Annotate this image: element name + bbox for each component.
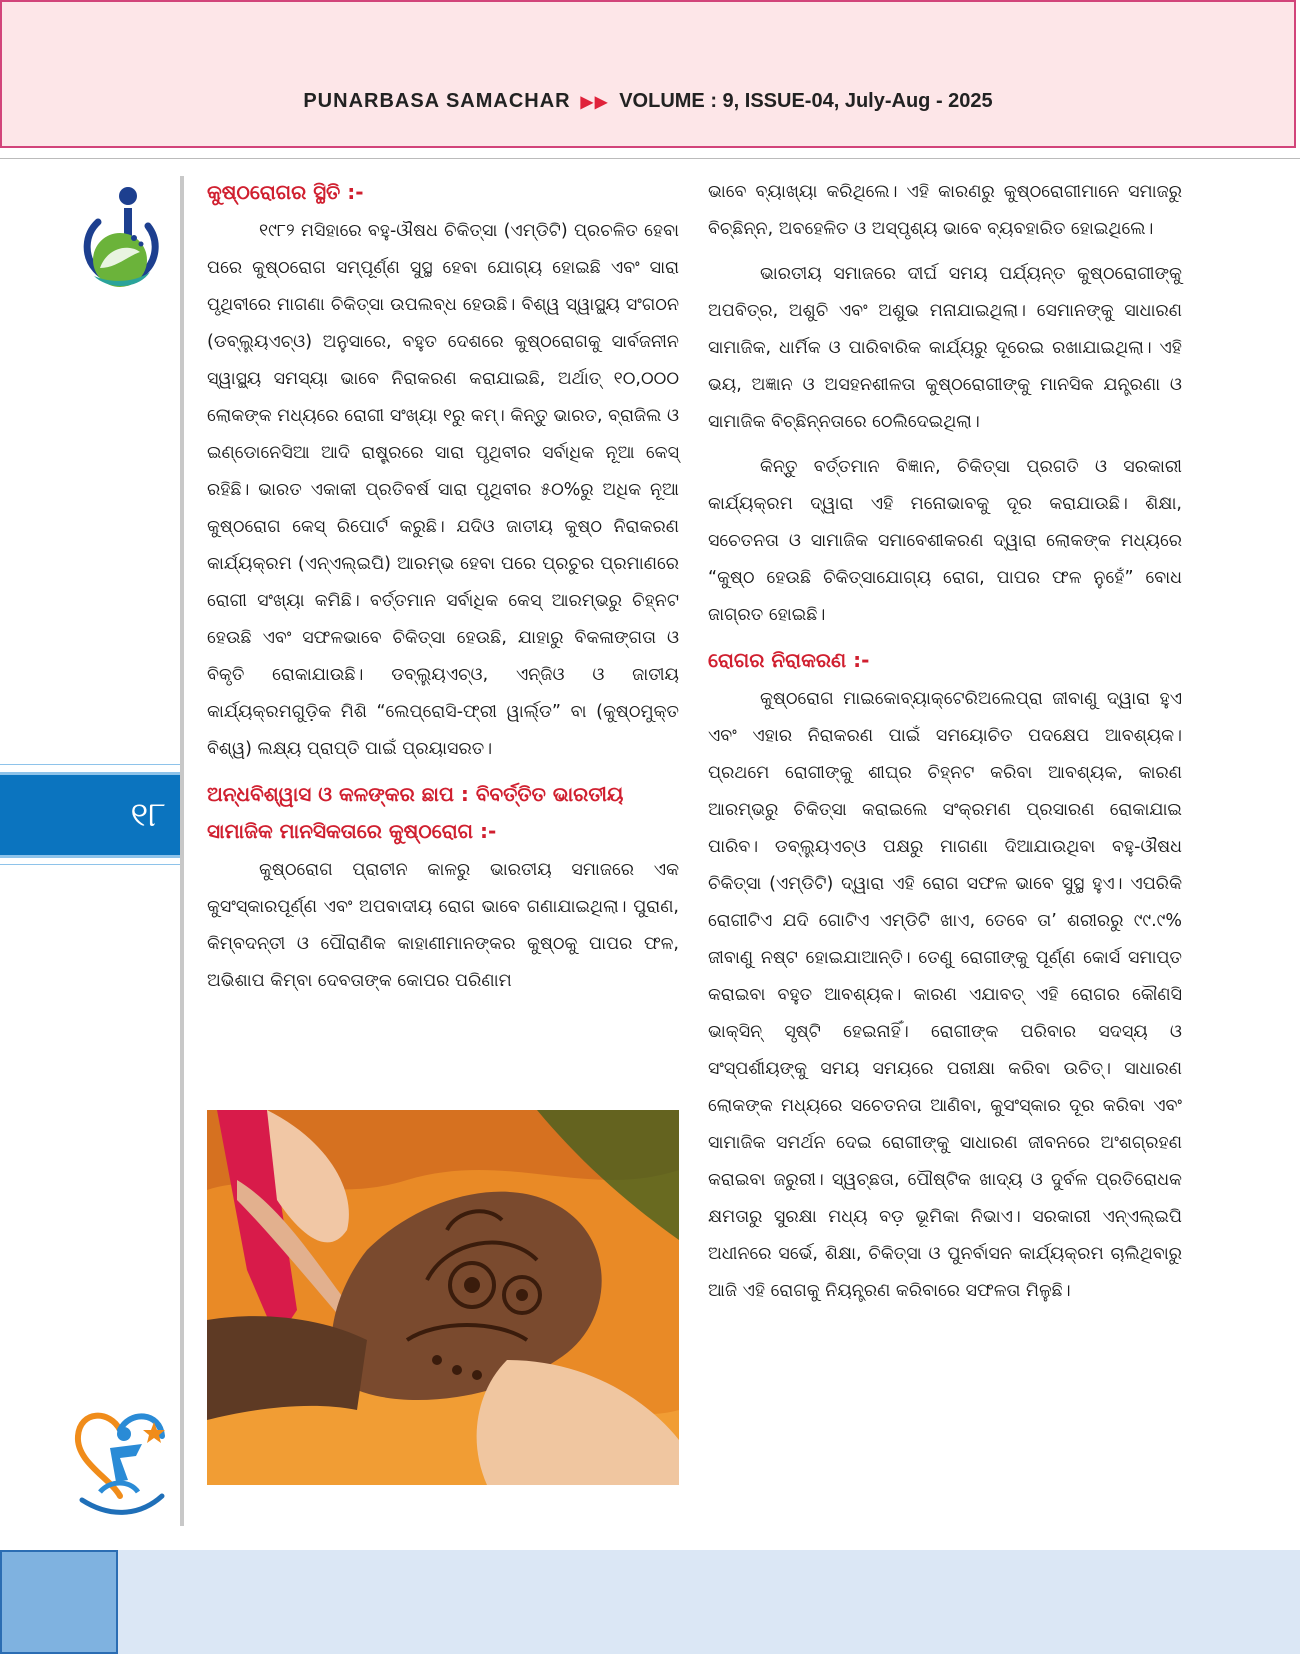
left-column: [207, 174, 679, 1008]
wheelchair-leaf-logo-icon: [78, 186, 168, 298]
header-divider: [0, 158, 1300, 159]
sidebar-divider: [180, 176, 184, 1526]
paragraph-stigma-continued: ଭାବେ ବ୍ୟାଖ୍ୟା କରିଥିଲେ। ଏହି କାରଣରୁ କୁଷ୍ଠରୋଗୀମାନେ ସମାଜରୁ ବିଚ୍ଛିନ୍ନ, ଅବହେଳିତ ଓ ଅସ୍ପୃଶ୍ୟ ଭାବେ ବ୍ୟବହାରିତ ହୋଇଥିଲେ।: [708, 182, 1182, 239]
page-tab-rule: [0, 864, 180, 865]
paragraph-society: ଭାରତୀୟ ସମାଜରେ ଦୀର୍ଘ ସମୟ ପର୍ଯ୍ୟନ୍ତ କୁଷ୍ଠରୋଗୀଙ୍କୁ ଅପବିତ୍ର, ଅଶୁଚି ଏବଂ ଅଶୁଭ ମନାଯାଇଥିଲା। ସେମାନଙ୍କୁ ସାଧାରଣ ସାମାଜିକ, ଧାର୍ମିକ ଓ ପାରିବାରିକ କାର୍ଯ୍ୟରୁ ଦୂରେଇ ରଖାଯାଇଥିଲା। ଏହି ଭୟ, ଅଜ୍ଞାନ ଓ ଅସହନଶୀଳତା କୁଷ୍ଠରୋଗୀଙ୍କୁ ମାନସିକ ଯନ୍ତ୍ରଣା ଓ ସାମାଜିକ ବିଚ୍ଛିନ୍ନତାରେ ଠେଲିଦେଇଥିଲା।: [708, 264, 1182, 432]
footer-corner-block: [0, 1550, 118, 1654]
page-header: [0, 0, 1296, 148]
paragraph-stigma: କୁଷ୍ଠରୋଗ ପ୍ରାଚୀନ କାଳରୁ ଭାରତୀୟ ସମାଜରେ ଏକ କୁସଂସ୍କାରପୂର୍ଣ୍ଣ ଏବଂ ଅପବାଦୀୟ ରୋଗ ଭାବେ ଗଣାଯାଇଥିଲା। ପୁରାଣ, କିମ୍ବଦନ୍ତୀ ଓ ପୌରାଣିକ କାହାଣୀମାନଙ୍କର କୁଷ୍ଠକୁ ପାପର ଫଳ, ଅଭିଶାପ କିମ୍ବା ଦେବତାଙ୍କ କୋପର ପରିଣାମ: [207, 860, 679, 991]
paragraph-status: ୧୯୮୨ ମସିହାରେ ବହୁ-ଔଷଧ ଚିକିତ୍ସା (ଏମ୍‌ଡିଟି) ପ୍ରଚଳିତ ହେବା ପରେ କୁଷ୍ଠରୋଗ ସମ୍ପୂର୍ଣ୍ଣ ସୁସ୍ଥ ହେବା ଯୋଗ୍ୟ ହୋଇଛି ଏବଂ ସାରା ପୃଥିବୀରେ ମାଗଣା ଚିକିତ୍ସା ଉପଲବ୍ଧ ହେଉଛି। ବିଶ୍ୱ ସ୍ୱାସ୍ଥ୍ୟ ସଂଗଠନ (ଡବ୍ଲ୍ୟୁଏଚ୍‌ଓ) ଅନୁସାରେ, ବହୁତ ଦେଶରେ କୁଷ୍ଠରୋଗକୁ ସାର୍ବଜନୀନ ସ୍ୱାସ୍ଥ୍ୟ ସମସ୍ୟା ଭାବେ ନିରାକରଣ କରାଯାଇଛି, ଅର୍ଥାତ୍ ୧୦,୦୦୦ ଲୋକଙ୍କ ମଧ୍ୟରେ ରୋଗୀ ସଂଖ୍ୟା ୧ରୁ କମ୍। କିନ୍ତୁ ଭାରତ, ବ୍ରାଜିଲ ଓ ଇଣ୍ଡୋନେସିଆ ଆଦି ରାଷ୍ଟ୍ରରେ ସାରା ପୃଥିବୀର ସର୍ବାଧିକ ନୂଆ କେସ୍ ରହିଛି। ଭାରତ ଏକାକୀ ପ୍ରତିବର୍ଷ ସାରା ପୃଥିବୀର ୫୦%ରୁ ଅଧିକ ନୂଆ କୁଷ୍ଠରୋଗ କେସ୍ ରିପୋର୍ଟ କରୁଛି। ଯଦିଓ ଜାତୀୟ କୁଷ୍ଠ ନିରାକରଣ କାର୍ଯ୍ୟକ୍ରମ (ଏନ୍‌ଏଲ୍‌ଇପି) ଆରମ୍ଭ ହେବା ପରେ ପ୍ରଚୁର ପ୍ରମାଣରେ ରୋଗୀ ସଂଖ୍ୟା କମିଛି। ବର୍ତ୍ତମାନ ସର୍ବାଧିକ କେସ୍ ଆରମ୍ଭରୁ ଚିହ୍ନଟ ହେଉଛି ଏବଂ ସଫଳଭାବେ ଚିକିତ୍ସା ହେଉଛି, ଯାହାରୁ ବିକଳାଙ୍ଗତା ଓ ବିକୃତି ରୋକାଯାଉଛି। ଡବ୍ଲ୍ୟୁଏଚ୍‌ଓ, ଏନ୍‌ଜିଓ ଓ ଜାତୀୟ କାର୍ଯ୍ୟକ୍ରମଗୁଡ଼ିକ ମିଶି “ଲେପ୍ରୋସି-ଫ୍ରୀ ୱାର୍ଲ୍ଡ” ବା (କୁଷ୍ଠମୁକ୍ତ ବିଶ୍ୱ) ଲକ୍ଷ୍ୟ ପ୍ରାପ୍ତି ପାଇଁ ପ୍ରୟାସରତ।: [207, 221, 679, 759]
page-footer: [0, 1550, 1300, 1654]
page-tab-rule: [0, 764, 180, 765]
paragraph-prevention: କୁଷ୍ଠରୋଗ ମାଇକୋବ୍ୟାକ୍ଟେରିଅଲେପ୍ରା ଜୀବାଣୁ ଦ୍ୱାରା ହୁଏ ଏବଂ ଏହାର ନିରାକରଣ ପାଇଁ ସମୟୋଚିତ ପଦକ୍ଷେପ ଆବଶ୍ୟକ। ପ୍ରଥମେ ରୋଗୀଙ୍କୁ ଶୀଘ୍ର ଚିହ୍ନଟ କରିବା ଆବଶ୍ୟକ, କାରଣ ଆରମ୍ଭରୁ ଚିକିତ୍ସା କରାଇଲେ ସଂକ୍ରମଣ ପ୍ରସାରଣ ରୋକାଯାଇ ପାରିବ। ଡବ୍ଲ୍ୟୁଏଚ୍‌ଓ ପକ୍ଷରୁ ମାଗଣା ଦିଆଯାଉଥିବା ବହୁ-ଔଷଧ ଚିକିତ୍ସା (ଏମ୍‌ଡିଟି) ଦ୍ୱାରା ଏହି ରୋଗ ସଫଳ ଭାବେ ସୁସ୍ଥ ହୁଏ। ଏପରିକି ରୋଗୀଟିଏ ଯଦି ଗୋଟିଏ ଏମ୍‌ଡିଟି ଖାଏ, ତେବେ ତା’ ଶରୀରରୁ ୯୯.୯% ଜୀବାଣୁ ନଷ୍ଟ ହୋଇଯାଆନ୍ତି। ତେଣୁ ରୋଗୀଙ୍କୁ ପୂର୍ଣ୍ଣ କୋର୍ସ ସମାପ୍ତ କରାଇବା ବହୁତ ଆବଶ୍ୟକ। କାରଣ ଏଯାବତ୍ ଏହି ରୋଗର କୌଣସି ଭାକ୍‌ସିନ୍ ସୃଷ୍ଟି ହେଇନାହିଁ। ରୋଗୀଙ୍କ ପରିବାର ସଦସ୍ୟ ଓ ସଂସ୍ପର୍ଶୀୟଙ୍କୁ ସମୟ ସମୟରେ ପରୀକ୍ଷା କରିବା ଉଚିତ୍। ସାଧାରଣ ଲୋକଙ୍କ ମଧ୍ୟରେ ସଚେତନତା ଆଣିବା, କୁସଂସ୍କାର ଦୂର କରିବା ଏବଂ ସାମାଜିକ ସମର୍ଥନ ଦେଇ ରୋଗୀଙ୍କୁ ସାଧାରଣ ଜୀବନରେ ଅଂଶଗ୍ରହଣ କରାଇବା ଜରୁରୀ। ସ୍ୱଚ୍ଛତା, ପୌଷ୍ଟିକ ଖାଦ୍ୟ ଓ ଦୁର୍ବଳ ପ୍ରତିରୋଧକ କ୍ଷମତାରୁ ସୁରକ୍ଷା ମଧ୍ୟ ବଡ଼ ଭୂମିକା ନିଭାଏ। ସରକାରୀ ଏନ୍‌ଏଲ୍‌ଇପି ଅଧୀନରେ ସର୍ଭେ, ଶିକ୍ଷା, ଚିକିତ୍ସା ଓ ପୁନର୍ବାସନ କାର୍ଯ୍ୟକ୍ରମ ଚାଲିଥିବାରୁ ଆଜି ଏହି ରୋଗକୁ ନିୟନ୍ତ୍ରଣ କରିବାରେ ସଫଳତା ମିଳୁଛି।: [708, 689, 1182, 1301]
volume-info: VOLUME : 9, ISSUE-04, July-Aug - 2025: [619, 90, 993, 112]
section-heading-status: କୁଷ୍ଠରୋଗର ସ୍ଥିତି :-: [207, 180, 364, 204]
right-column: [708, 174, 1182, 1318]
page-number-tab: [0, 772, 180, 858]
section-heading-stigma: ଅନ୍ଧବିଶ୍ୱାସ ଓ କଳଙ୍କର ଛାପ : ବିବର୍ତ୍ତିତ ଭାରତୀୟ ସାମାଜିକ ମାନସିକତାରେ କୁଷ୍ଠରୋଗ :-: [207, 782, 624, 843]
double-arrow-icon: ▶▶: [580, 94, 610, 111]
heart-figure-logo-icon: [70, 1400, 170, 1520]
header-line: [2, 90, 1294, 113]
section-heading-prevention: ରୋଗର ନିରାକରଣ :-: [708, 648, 870, 672]
publication-title: PUNARBASA SAMACHAR: [303, 90, 571, 112]
henna-hand-photo: [207, 1110, 679, 1485]
page-number: ୧୮: [130, 795, 166, 835]
paragraph-progress: କିନ୍ତୁ ବର୍ତ୍ତମାନ ବିଜ୍ଞାନ, ଚିକିତ୍ସା ପ୍ରଗତି ଓ ସରକାରୀ କାର୍ଯ୍ୟକ୍ରମ ଦ୍ୱାରା ଏହି ମନୋଭାବକୁ ଦୂର କରାଯାଉଛି। ଶିକ୍ଷା, ସଚେତନତା ଓ ସାମାଜିକ ସମାବେଶୀକରଣ ଦ୍ୱାରା ଲୋକଙ୍କ ମଧ୍ୟରେ “କୁଷ୍ଠ ହେଉଛି ଚିକିତ୍ସାଯୋଗ୍ୟ ରୋଗ, ପାପର ଫଳ ନୁହେଁ” ବୋଧ ଜାଗ୍ରତ ହୋଇଛି।: [708, 457, 1182, 625]
